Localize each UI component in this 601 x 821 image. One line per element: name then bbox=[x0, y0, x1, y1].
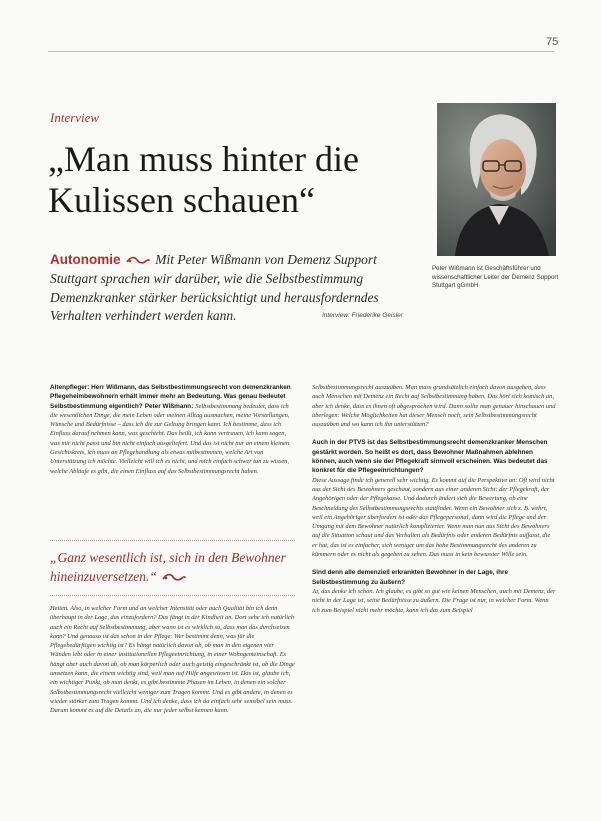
answer-3: Diese Aussage finde ich generell sehr wichtig. Es kommt auf die Perspektive an: Oft wird nicht aus der Sicht des Bewohners geschaut, sondern aus einer anderen Sicht: der Pflegekraft, der Angehörigen oder der Pflegekasse. Und dadurch ändert sich die Bewertung, ob eine Beschneidung des Selbstbestimmungsrechts stattfindet. Wenn ein Bewohner sich z. B. wehrt, weil ein Angehöriger überfordert ist oder das Pflegepersonal, dann wird die Pflege und der Umgang mit dem Bewohner natürlich komplizierter. Wenn man nun aus Sicht des Bewohners auf die Situation schaut und das Verhalten als Bedürfnis oder anderen Bedürfnis auffasst, die er hat, das ist es einfacher, sich weniger um das hohe Bestimmungsrecht des anderen zu kümmern oder es nicht als gegeben zu sehen. Das muss in kein bewusster Wille sein. bbox=[312, 476, 555, 559]
right-column bbox=[312, 383, 557, 615]
section-label: Interview bbox=[50, 110, 100, 125]
answer-continued: Selbstbestimmungsrecht auszuüben. Man muss grundsätzlich einfach davon ausgehen, dass auch Menschen mit Demenz ein Recht auf Selbstbestimmung haben. Das hört sich komisch an, aber ich denke, dass es ihnen oft abgesprochen wird. Dann sollte man genauer hinschauen und überlegen: Welche Möglichkeiten hat dieser Mensch noch, sein Selbstbestimmungsrecht auszuüben und wo kann ich ihn unterstützen? bbox=[312, 384, 556, 429]
answer-1: Selbstbestimmung bedeutet, dass ich die wesentlichen Dinge, die mein Leben oder meinen Alltag ausmachen, meine Vorstellungen, Wünsche und Bedürfnisse – dass ich die zur Geltung bringen kann. Ich bestimme, dass ich Einfluss darauf nehmen kann, was geschieht. Das heißt, ich kann vertrauen, ich kann sagen, was mir nicht passt und bin nicht einfach ausgeliefert. Und das ist nicht nur an einem kleinen Gesichtskreis, ich muss an Pflegehandlung als etwas mitbestimmen, welche Art von Unterstützung ich möchte. Vielleicht will ich es nicht, und mich einfach schwer tun zu wissen, welche Abläufe es gibt, die einen Einfluss auf das Selbstbestimmungsrecht haben. bbox=[50, 402, 290, 475]
article-title: „Man muss hinter die Kulissen schauen“ bbox=[48, 139, 359, 220]
pull-quote bbox=[50, 548, 295, 587]
left-column-bottom bbox=[50, 604, 295, 716]
top-rule bbox=[48, 51, 554, 52]
swash-ornament-icon bbox=[126, 252, 150, 271]
left-column-top bbox=[50, 383, 295, 476]
pull-quote-rule-bottom bbox=[50, 595, 295, 596]
swash-ornament-icon bbox=[162, 568, 186, 587]
question-1: Altenpfleger: Herr Wißmann, das Selbstbestimmungsrecht von demenzkranken Pflegeheimbewohnern erhält immer mehr an Bedeutung. Was genau bedeutet Selbstbestimmung eigentlich? bbox=[50, 384, 291, 410]
lead-keyword: Autonomie bbox=[50, 252, 121, 267]
lead-text: Mit Peter Wißmann von Demenz Support Stuttgart sprachen wir darüber, wie die Selbstbestimmung Demenzkranker stärker berücksichtigt und herausforderndes Verhalten verhindert werden kann. bbox=[50, 252, 379, 324]
byline: Interview: Friederike Geisler bbox=[322, 312, 403, 319]
pull-quote-rule-top bbox=[50, 540, 295, 541]
answer-speaker: Peter Wißmann: bbox=[144, 402, 194, 410]
photo-caption: Peter Wißmann ist Geschäftsführer und wissenschaftlicher Leiter der Demenz Support Stuttgart gGmbH bbox=[432, 265, 559, 289]
portrait-photo bbox=[437, 103, 556, 256]
pull-quote-text: „Ganz wesentlich ist, sich in den Bewohner hineinzuversetzen.“ bbox=[50, 550, 286, 584]
answer-2: Heiten. Also, in welcher Form und an welcher Intensität oder auch Qualität bin ich denn überhaupt in der Lage, das einzufordern? Das fängt in der Kindheit an. Dort sehe ich natürlich auch ein Recht auf Selbstbestimmung, aber wann ist es wirklich so, dass man das durchsetzen kann? Und genauso ist das schon in der Pflege: Wer bestimmt denn, was für die Pflegebedürftigen wichtig ist? Es hängt natürlich davon ab, ob man in den eigenen vier Wänden lebt oder in einer institutionellen Pflegeeinrichtung, in einer Wohngemeinschaft. Es hängt aber auch davon ab, ob man körperlich oder auch geistig eingeschränkt ist, ob die Dinge umsetzen kann, die einem wichtig sind, weil man auf Hilfe angewiesen ist. Das ist, glaube ich, ein wichtiger Punkt, ob man denkt, es gibt bestimmte Phasen im Leben, in denen ein solcher Selbstbestimmungsrecht vielleicht weniger zum Tragen kommt. Und es gibt andere, in denen es wieder stärker zum Tragen kommt. Und ich denke, dass ich da einfach sehr sensibel sein muss. Darum kommt es auf die Details an, die nur jeder selbst kennen kann. bbox=[50, 605, 295, 715]
question-2: Auch in der PTVS ist das Selbstbestimmungsrecht demenzkranker Menschen gestärkt worden. So heißt es dort, dass Bewohner Maßnahmen ablehnen können, auch wenn sie der Pflegekraft sinnvoll erscheinen. Was bedeutet das konkret für die Pflegeeinrichtungen? bbox=[312, 439, 548, 475]
answer-4: Ja, das denke ich schon. Ich glaube, es gibt so gut wie keinen Menschen, auch mit Demenz, der nicht in der Lage ist, seine Bedürfnisse zu äußern. Die Frage ist nur, in welcher Form. Wenn ich zum Beispiel nicht mehr möchte, kann ich das zum Beispiel bbox=[312, 587, 556, 614]
page-number: 75 bbox=[546, 36, 559, 48]
question-3: Sind denn alle demenziell erkrankten Bewohner in der Lage, ihre Selbstbestimmung zu äußern? bbox=[312, 569, 509, 586]
